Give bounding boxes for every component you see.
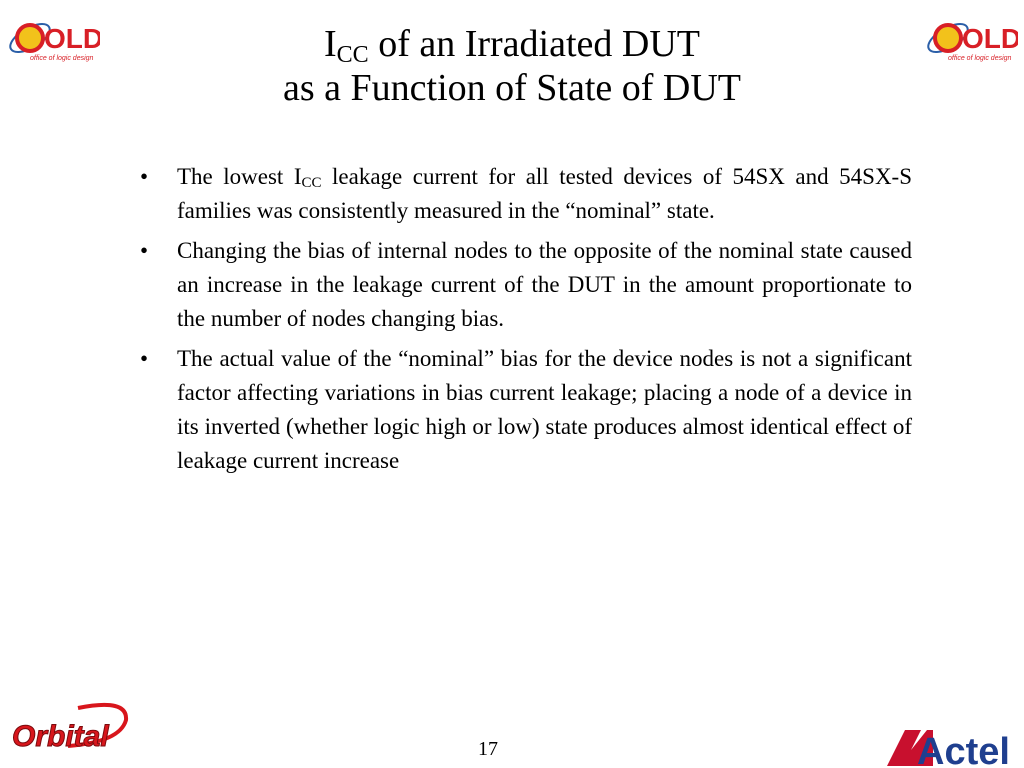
actel-logo xyxy=(887,726,1024,768)
old-logo-text: OLD xyxy=(962,23,1018,54)
old-logo-subtext: office of logic design xyxy=(948,55,1012,62)
title-line-2: as a Function of State of DUT xyxy=(282,67,742,109)
actel-logo-text: Actel xyxy=(917,731,1010,768)
bullet-list xyxy=(140,160,912,484)
bullet-marker: • xyxy=(140,346,149,371)
page-number: 17 xyxy=(478,738,498,760)
old-logo-subtext: office of logic design xyxy=(30,55,94,62)
bullet-item: • The lowest $I_{CC}$ leakage current for all tested devices of 54SX and 54SX-S families was consistently measured in the “nominal” state. xyxy=(140,160,912,228)
bullet-marker: • xyxy=(140,238,149,263)
bullet-item: • Changing the bias of internal nodes to the opposite of the nominal state caused an increase in the leakage current of the DUT in the amount proportionate to the number of nodes changing bias. xyxy=(140,234,912,336)
old-logo-left xyxy=(0,8,100,72)
bullet-item: • The actual value of the “nominal” bias for the device nodes is not a significant factor affecting variations in bias current leakage; placing a node of a device in its inverted (whether logic high or low) state produces almost identical effect of leakage current increase xyxy=(140,342,912,478)
old-logo-right xyxy=(918,8,1018,72)
old-logo-text: OLD xyxy=(44,23,100,54)
bullet-marker: • xyxy=(140,164,149,189)
orbital-logo xyxy=(8,702,148,758)
orbital-logo-text: Orbital xyxy=(12,720,109,753)
slide-title xyxy=(150,22,874,110)
title-line-1: $I_{CC}$ of an Irradiated DUT xyxy=(324,23,700,68)
